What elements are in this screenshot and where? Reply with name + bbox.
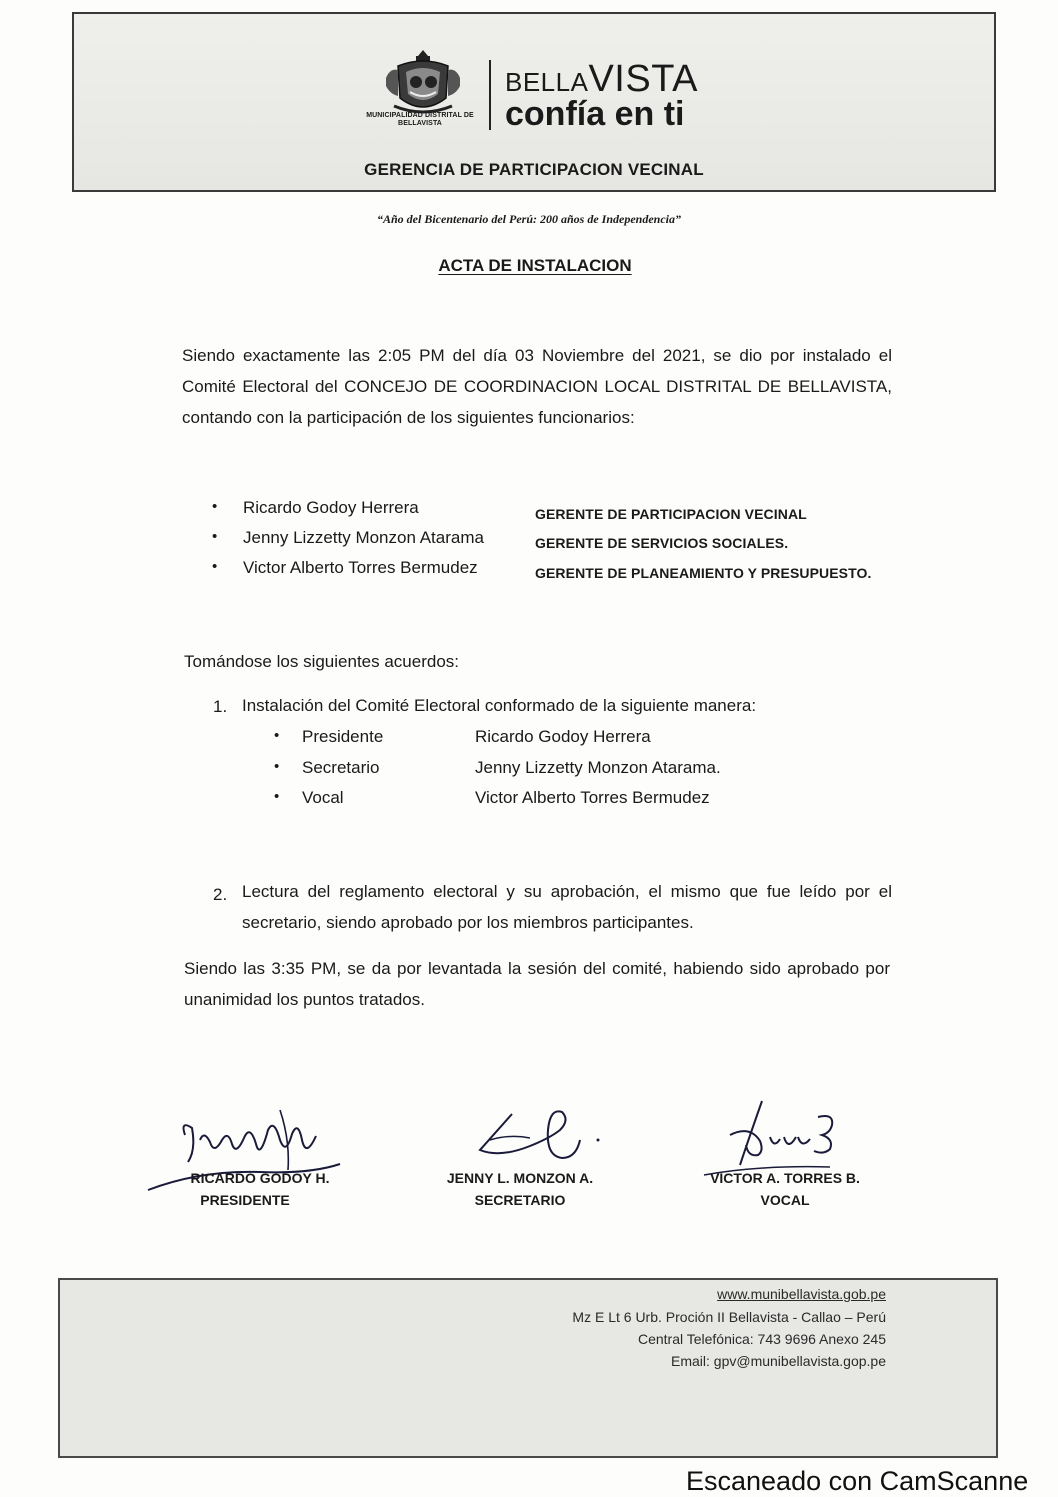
municipality-name: MUNICIPALIDAD DISTRITAL DE BELLAVISTA	[366, 112, 474, 127]
committee-bullet	[274, 758, 279, 776]
municipal-crest-icon	[380, 48, 466, 120]
closing-paragraph: Siendo las 3:35 PM, se da por levantada la sesión del comité, habiendo sido aprobado por unanimidad los puntos tratados.	[184, 959, 890, 1009]
brand-wordmark	[505, 58, 698, 100]
official-row	[212, 528, 217, 557]
brand-slogan: confía en ti	[505, 95, 685, 133]
signature-name: VICTOR A. TORRES B.	[710, 1170, 860, 1186]
footer-email: Email: gpv@munibellavista.gop.pe	[671, 1353, 886, 1369]
official-role: GERENTE DE PLANEAMIENTO Y PRESUPUESTO.	[535, 565, 872, 581]
footer-website-link[interactable]: www.munibellavista.gob.pe	[717, 1286, 886, 1302]
intro-paragraph: Siendo exactamente las 2:05 PM del día 03 Noviembre del 2021, se dio por instalado el Comité Electoral del CONCEJO DE COORDINACION LOCAL DISTRITAL DE BELLAVISTA, contando con la participación de los siguientes funcionarios:	[182, 346, 892, 427]
official-name: Jenny Lizzetty Monzon Atarama	[243, 528, 484, 547]
committee-position: Secretario	[302, 758, 380, 777]
official-row	[212, 498, 217, 527]
committee-bullet	[274, 727, 279, 745]
signature-role: VOCAL	[760, 1192, 810, 1208]
department-title: GERENCIA DE PARTICIPACION VECINAL	[364, 160, 704, 179]
official-name: Ricardo Godoy Herrera	[243, 498, 419, 517]
year-motto: “Año del Bicentenario del Perú: 200 años de Independencia”	[377, 212, 681, 226]
committee-position: Presidente	[302, 727, 384, 746]
official-name: Victor Alberto Torres Bermudez	[243, 558, 478, 577]
footer-phone: Central Telefónica: 743 9696 Anexo 245	[637, 1331, 886, 1347]
scanner-watermark: Escaneado con CamScanne	[686, 1466, 1029, 1496]
committee-position: Vocal	[302, 788, 344, 807]
committee-member: Victor Alberto Torres Bermudez	[475, 788, 710, 807]
committee-member: Ricardo Godoy Herrera	[475, 727, 651, 746]
bullet: •	[212, 498, 218, 515]
official-row	[212, 558, 217, 587]
bullet: •	[212, 558, 218, 575]
brand-bella: BELLA	[505, 67, 589, 97]
signature-role: SECRETARIO	[474, 1192, 566, 1208]
signature-role: PRESIDENTE	[200, 1192, 290, 1208]
signature-name: RICARDO GODOY H.	[190, 1170, 330, 1186]
document-title-text: ACTA DE INSTALACION	[438, 256, 632, 275]
bullet: •	[212, 528, 218, 545]
agreement-text: Lectura del reglamento electoral y su aprobación, el mismo que fue leído por el secretario, siendo aprobado por los miembros participantes.	[242, 882, 892, 932]
brand-divider	[489, 60, 491, 130]
agreement-number: 1.	[213, 697, 228, 716]
agreements-label: Tomándose los siguientes acuerdos:	[184, 652, 459, 671]
committee-bullet	[274, 788, 279, 806]
agreement-number: 2.	[213, 885, 228, 904]
committee-member: Jenny Lizzetty Monzon Atarama.	[475, 758, 721, 777]
official-role: GERENTE DE SERVICIOS SOCIALES.	[535, 535, 789, 551]
bullet: •	[274, 758, 280, 775]
document-title	[0, 256, 1058, 276]
bullet: •	[274, 788, 280, 805]
bullet: •	[274, 727, 280, 744]
footer-address: Mz E Lt 6 Urb. Proción II Bellavista - Callao – Perú	[572, 1309, 886, 1325]
agreement-text: Instalación del Comité Electoral conformado de la siguiente manera:	[242, 696, 757, 715]
brand-vista: VISTA	[588, 58, 698, 100]
official-role: GERENTE DE PARTICIPACION VECINAL	[535, 506, 807, 522]
signature-name: JENNY L. MONZON A.	[446, 1170, 594, 1186]
